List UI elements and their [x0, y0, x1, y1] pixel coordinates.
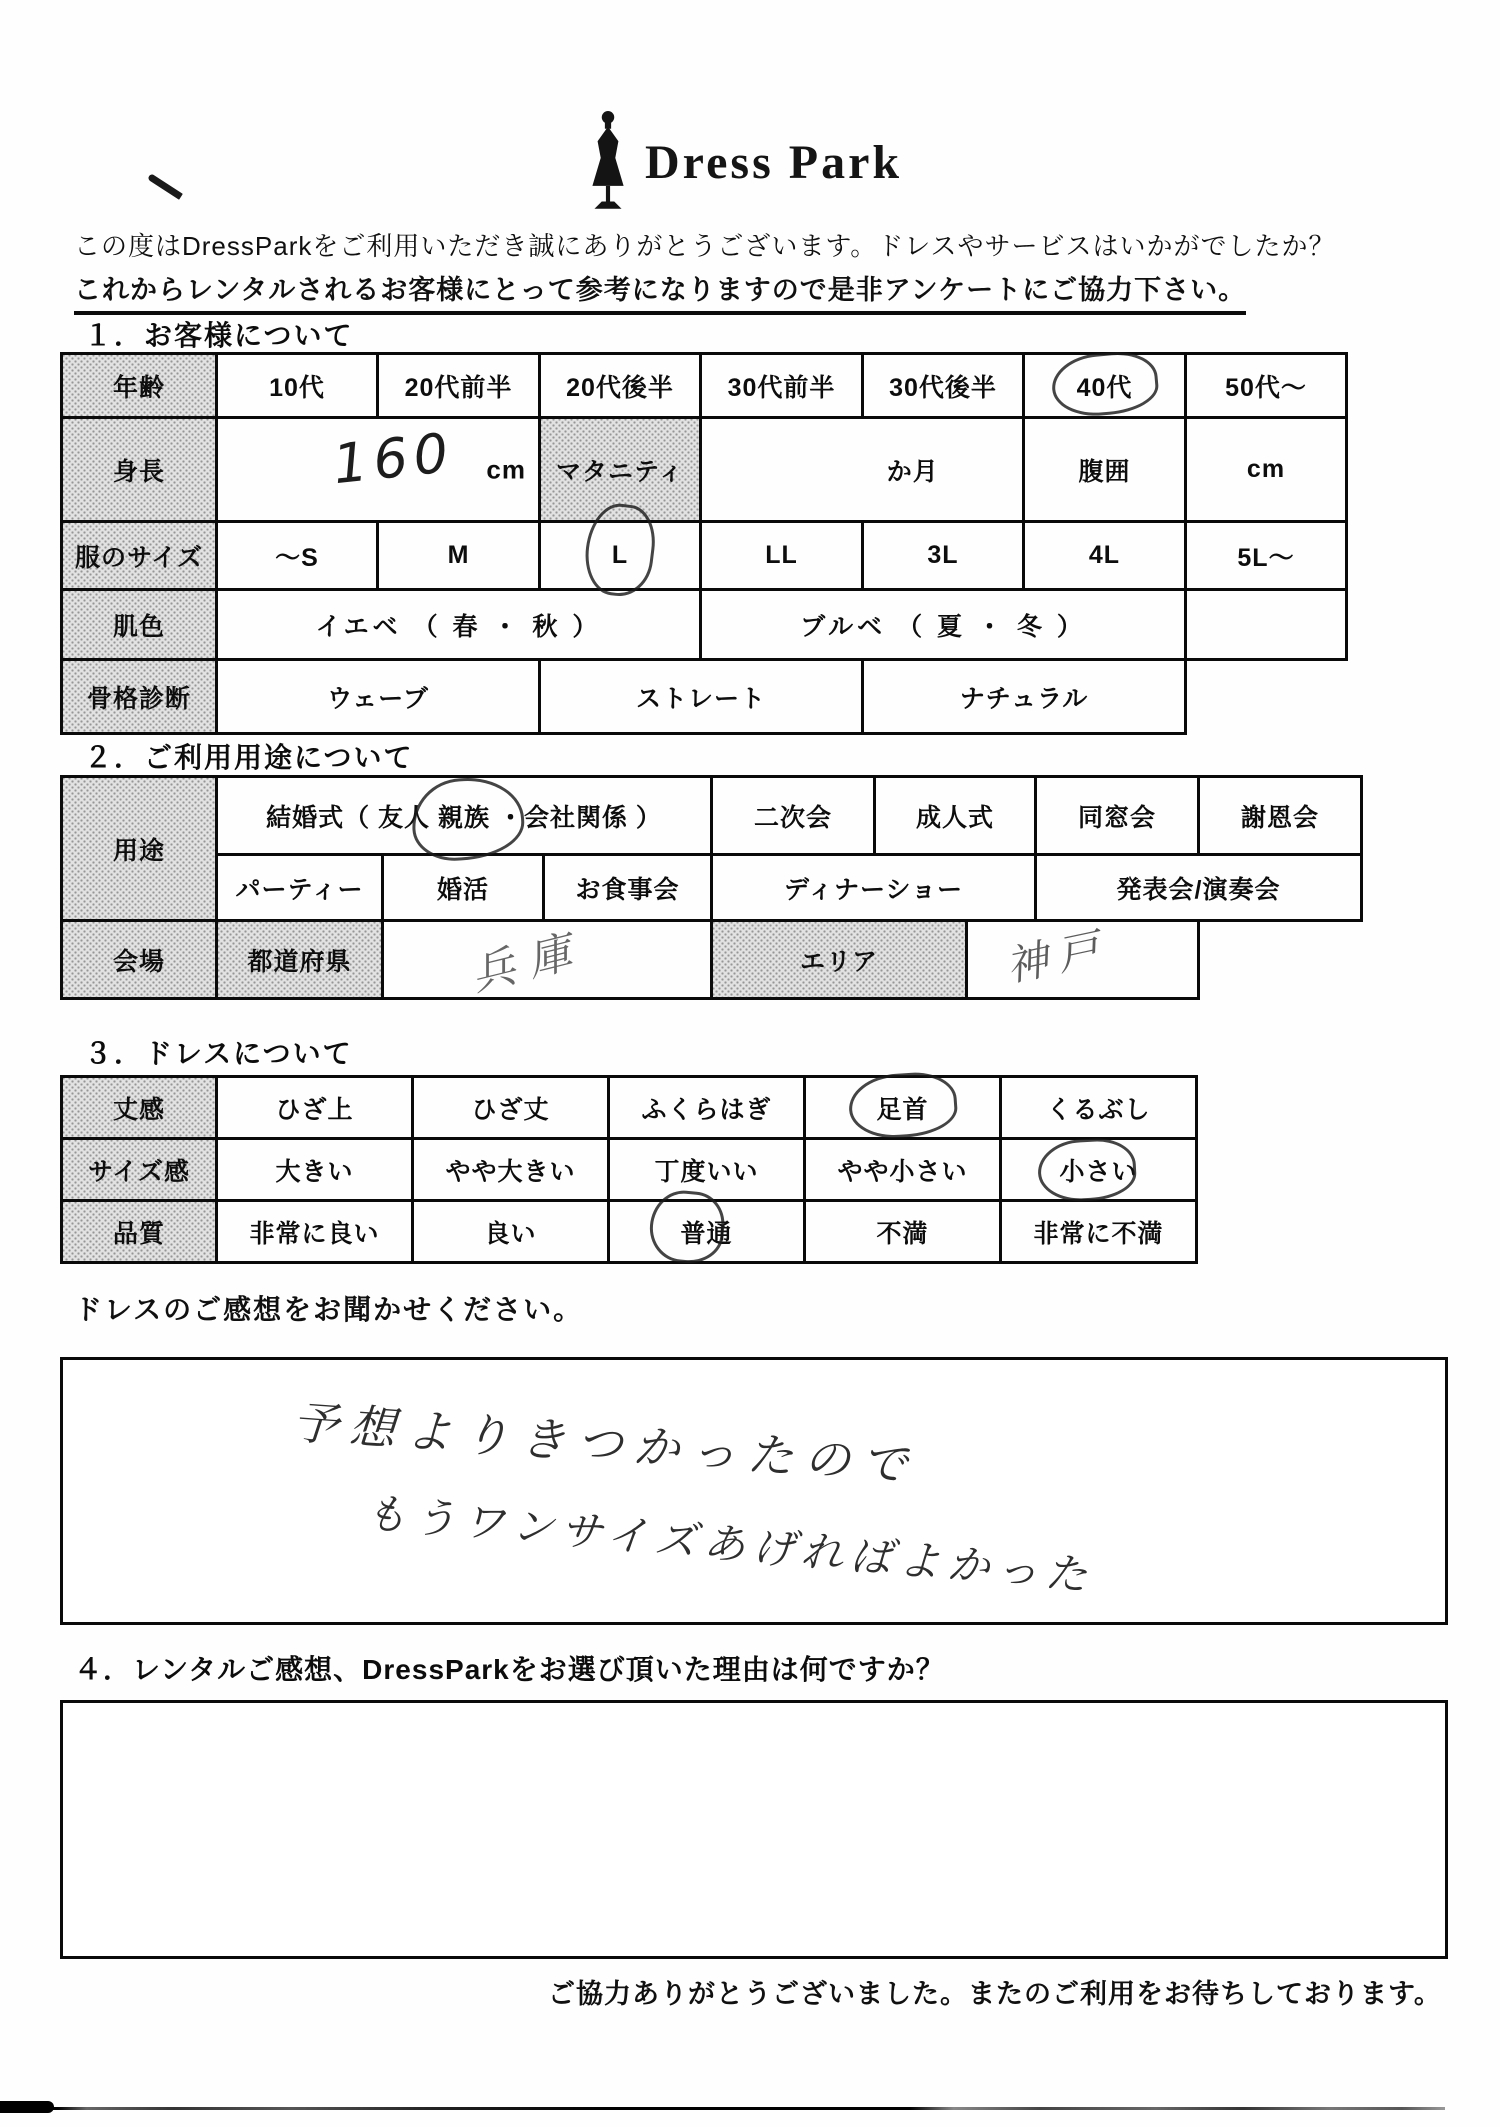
empty-region: [1199, 921, 1362, 999]
height-value-handwritten: 160: [330, 420, 458, 497]
empty-cell: [1186, 590, 1347, 660]
size-option: 3L: [863, 522, 1024, 590]
purpose-option: パーティー: [217, 855, 383, 921]
section4-title: ４．レンタルご感想、DressParkをお選び頂いた理由は何ですか？: [74, 1654, 945, 1685]
pen-mark: [147, 173, 183, 200]
purpose-option: お食事会: [544, 855, 712, 921]
size-option-circled: L: [540, 522, 701, 590]
purpose-option: 謝恩会: [1199, 777, 1362, 855]
age-label: 年齢: [62, 354, 217, 418]
dress-feedback-box: [60, 1357, 1448, 1625]
prefecture-value-cell: [383, 921, 712, 1002]
greeting-text: この度はDressParkをご利用いただき誠にありがとうございます。ドレスやサービスはいかがでしたか？: [74, 231, 1336, 261]
fit-option: 丁度いい: [609, 1139, 805, 1201]
skeleton-label: 骨格診断: [62, 660, 217, 734]
fit-option: やや小さい: [805, 1139, 1001, 1201]
dress-feedback-prompt: ドレスのご感想をお聞かせください。: [74, 1294, 584, 1325]
waist-unit: cm: [1186, 418, 1347, 522]
survey-request-text: これからレンタルされるお客様にとって参考になりますので是非アンケートにご協力下さい。: [74, 268, 1246, 315]
purpose-wedding-cell: [217, 777, 712, 855]
dress-table: [60, 1075, 1198, 1264]
height-value-cell: [217, 418, 540, 522]
age-option: 20代前半: [378, 354, 540, 418]
footer-thanks-text: ご協力ありがとうございました。またのご利用をお待ちしております。: [548, 1979, 1442, 2009]
dress-form-icon: [585, 110, 631, 214]
comment-line-1: 予想よりきつかったので: [290, 1394, 920, 1493]
size-option: LL: [701, 522, 863, 590]
skin-tone-label: 肌色: [62, 590, 217, 660]
comment-line-2: もうワンサイズあげればよかった: [363, 1487, 1097, 1601]
age-option: 30代前半: [701, 354, 863, 418]
age-option-circled: 40代: [1024, 354, 1186, 418]
wedding-prefix: 結婚式（ 友人: [266, 803, 431, 832]
height-unit: cm: [486, 454, 526, 484]
length-option: ひざ上: [217, 1077, 413, 1139]
clothing-size-label: 服のサイズ: [62, 522, 217, 590]
section2-title: ２．ご利用用途について: [84, 742, 414, 773]
size-option: M: [378, 522, 540, 590]
customer-table: [60, 352, 1348, 735]
section1-title: １．お客様について: [84, 320, 354, 351]
size-option: 5L～: [1186, 522, 1347, 590]
empty-region: [1186, 660, 1347, 734]
fit-label: サイズ感: [62, 1139, 217, 1201]
area-label: エリア: [712, 921, 967, 999]
skin-tone-option: ブルベ （ 夏 ・ 冬 ）: [701, 590, 1186, 660]
quality-option-circled: 普通: [609, 1201, 805, 1263]
prefecture-handwritten: 兵庫: [465, 923, 591, 1002]
height-label: 身長: [62, 418, 217, 522]
purpose-label: 用途: [62, 777, 217, 921]
skin-tone-option: イエベ （ 春 ・ 秋 ）: [217, 590, 701, 660]
purpose-option: ディナーショー: [712, 855, 1036, 921]
purpose-option: 発表会/演奏会: [1036, 855, 1362, 921]
purpose-option: 同窓会: [1036, 777, 1199, 855]
length-option-circled: 足首: [805, 1077, 1001, 1139]
age-option: 30代後半: [863, 354, 1024, 418]
venue-label: 会場: [62, 921, 217, 999]
quality-label: 品質: [62, 1201, 217, 1263]
age-option: 10代: [217, 354, 378, 418]
quality-option: 良い: [413, 1201, 609, 1263]
rental-feedback-box: [60, 1700, 1448, 1959]
area-handwritten: 神戸: [1001, 921, 1114, 992]
usage-table: [60, 775, 1363, 1000]
brand-logo: [585, 110, 902, 214]
size-option: ～S: [217, 522, 378, 590]
age-option: 50代～: [1186, 354, 1347, 418]
skeleton-option: ナチュラル: [863, 660, 1186, 734]
length-label: 丈感: [62, 1077, 217, 1139]
prefecture-label: 都道府県: [217, 921, 383, 999]
scan-artifact-line: [0, 2107, 1445, 2110]
fit-option: 大きい: [217, 1139, 413, 1201]
purpose-option: 成人式: [875, 777, 1036, 855]
length-option: ふくらはぎ: [609, 1077, 805, 1139]
quality-option: 非常に不満: [1001, 1201, 1197, 1263]
months-label: か月: [886, 457, 939, 486]
maternity-label: マタニティ: [540, 418, 701, 522]
maternity-months-cell: [701, 418, 1024, 522]
brand-name: Dress Park: [645, 135, 903, 189]
length-option: くるぶし: [1001, 1077, 1197, 1139]
wedding-suffix: ・会社関係 ）: [497, 803, 662, 832]
skeleton-option: ストレート: [540, 660, 863, 734]
skeleton-option: ウェーブ: [217, 660, 540, 734]
quality-option: 非常に良い: [217, 1201, 413, 1263]
length-option: ひざ丈: [413, 1077, 609, 1139]
waist-label: 腹囲: [1024, 418, 1186, 522]
section3-title: ３．ドレスについて: [84, 1038, 353, 1069]
wedding-relatives-circled: 親族: [438, 798, 490, 834]
fit-option: やや大きい: [413, 1139, 609, 1201]
area-value-cell: [967, 921, 1199, 999]
quality-option: 不満: [805, 1201, 1001, 1263]
age-option: 20代後半: [540, 354, 701, 418]
fit-option-circled: 小さい: [1001, 1139, 1197, 1201]
purpose-option: 婚活: [383, 855, 544, 921]
size-option: 4L: [1024, 522, 1186, 590]
purpose-option: 二次会: [712, 777, 875, 855]
